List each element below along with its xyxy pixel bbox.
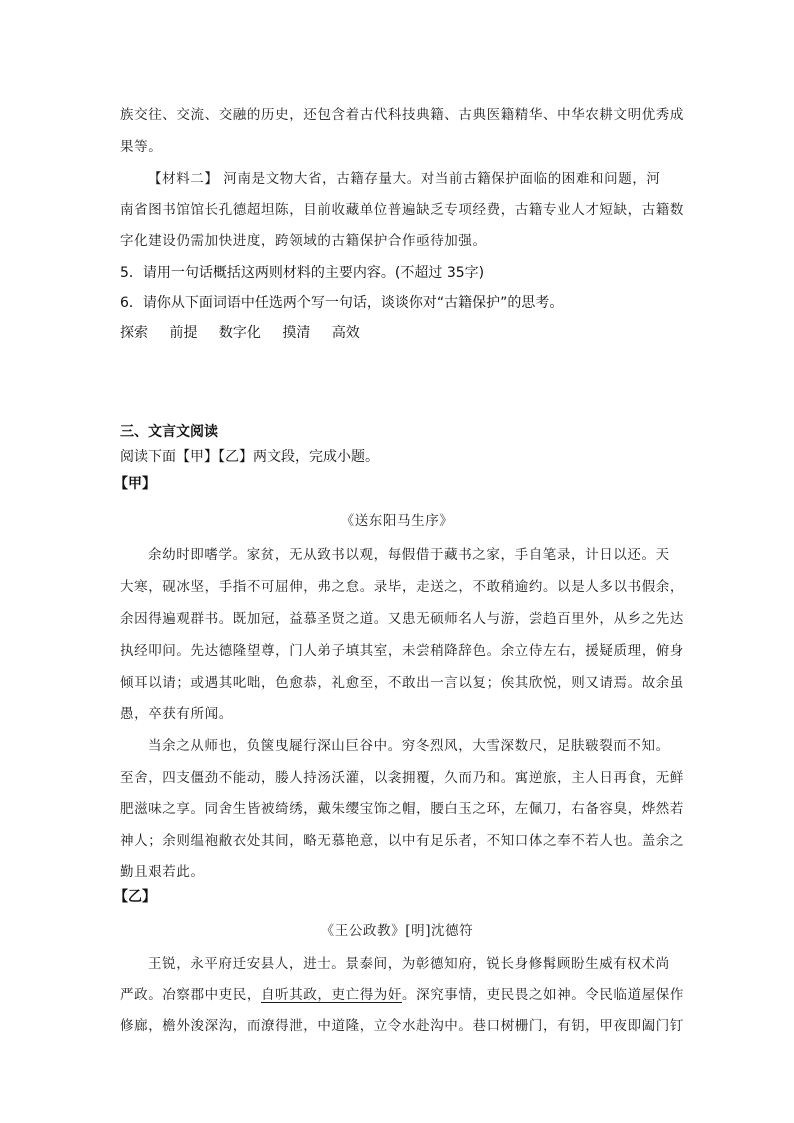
passage-jia-line: 愚，卒获有所闻。	[120, 706, 233, 722]
passage-yi-title: 《王公政教》[明]沈德符	[320, 923, 474, 939]
passage-jia-line: 大寒，砚冰坚，手指不可屈伸，弗之怠。录毕，走送之，不敢稍逾约。以是人多以书假余，	[120, 579, 684, 595]
passage-yi-label: 【乙】	[114, 889, 156, 905]
passage-jia-line: 神人；余则缊袍敝衣处其间，略无慕艳意，以中有足乐者，不知口体之奉不若人也。盖余之	[120, 833, 684, 849]
question-6: 6．请你从下面词语中任选两个写一句话，谈谈你对“古籍保护”的思考。	[120, 295, 564, 311]
passage-yi-text: 。深究事情，吏民畏之如神。令民临道屋保作	[402, 987, 684, 1003]
term-item: 前提	[169, 325, 198, 341]
section-instruction: 阅读下面【甲】【乙】两文段，完成小题。	[120, 449, 379, 465]
passage-jia-line: 勤且艰若此。	[120, 864, 205, 880]
material-one-line-tail: 果等。	[120, 139, 163, 155]
passage-yi-text: 严政。冶察郡中吏民，	[120, 987, 261, 1003]
term-item: 高效	[331, 325, 360, 341]
passage-jia-line: 倾耳以请；或遇其叱咄，色愈恭，礼愈至，不敢出一言以复；俟其欣悦，则又请焉。故余虽	[120, 675, 684, 691]
material-two-line-3: 字化建设仍需加快进度，跨领域的古籍保护合作亟待加强。	[120, 233, 487, 249]
passage-yi-line: 王锐，永平府迁安县人，进士。景泰间，为彰德知府，锐长身修髯顾盼生威有权术尚	[148, 956, 670, 972]
material-one-line-end: 族交往、交流、交融的历史，还包含着古代科技典籍、古典医籍精华、中华农耕文明优秀成	[120, 107, 684, 123]
material-two-line-2: 南省图书馆馆长孔德超坦陈，目前收藏单位普遍缺乏专项经费，古籍专业人才短缺，古籍数	[120, 202, 684, 218]
passage-yi-line: 修廊，檐外浚深沟，而潦得泄，中道隆，立令水赴沟中。巷口树栅门，有钥，甲夜即阖门钉	[120, 1018, 684, 1034]
passage-jia-line: 余幼时即嗜学。家贫，无从致书以观，每假借于藏书之家，手自笔录，计日以还。天	[148, 547, 670, 563]
question-5: 5．请用一句话概括这两则材料的主要内容。(不超过 35字)	[120, 265, 485, 281]
passage-jia-title: 《送东阳马生序》	[340, 513, 454, 529]
term-item: 探索	[120, 325, 148, 341]
passage-jia-line: 当余之从师也，负箧曳屣行深山巨谷中。穷冬烈风，大雪深数尺，足肤皲裂而不知。	[148, 738, 670, 754]
term-item: 数字化	[218, 325, 261, 341]
passage-jia-line: 至舍，四支僵劲不能动，媵人持汤沃灌，以衾拥覆，久而乃和。寓逆旅，主人日再食，无鲜	[120, 770, 684, 786]
passage-yi-line	[120, 983, 684, 1003]
term-list	[120, 322, 377, 342]
material-two-line-1: 【材料二】 河南是文物大省，古籍存量大。对当前古籍保护面临的困难和问题，河	[148, 171, 661, 187]
passage-jia-line: 肥滋味之享。同舍生皆被绮绣，戴朱缨宝饰之帽，腰白玉之环，左佩刀，右备容臭，烨然若	[120, 801, 684, 817]
passage-jia-line: 执经叩问。先达德隆望尊，门人弟子填其室，未尝稍降辞色。余立侍左右，援疑质理，俯身	[120, 643, 684, 659]
underlined-sentence: 自听其政，吏亡得为奸	[261, 987, 402, 1003]
term-item: 摸清	[282, 325, 311, 341]
passage-jia-label: 【甲】	[114, 476, 156, 492]
passage-jia-line: 余因得遍观群书。既加冠，益慕圣贤之道。又患无硕师名人与游，尝趋百里外，从乡之先达	[120, 611, 684, 627]
section-heading: 三、文言文阅读	[120, 424, 218, 440]
